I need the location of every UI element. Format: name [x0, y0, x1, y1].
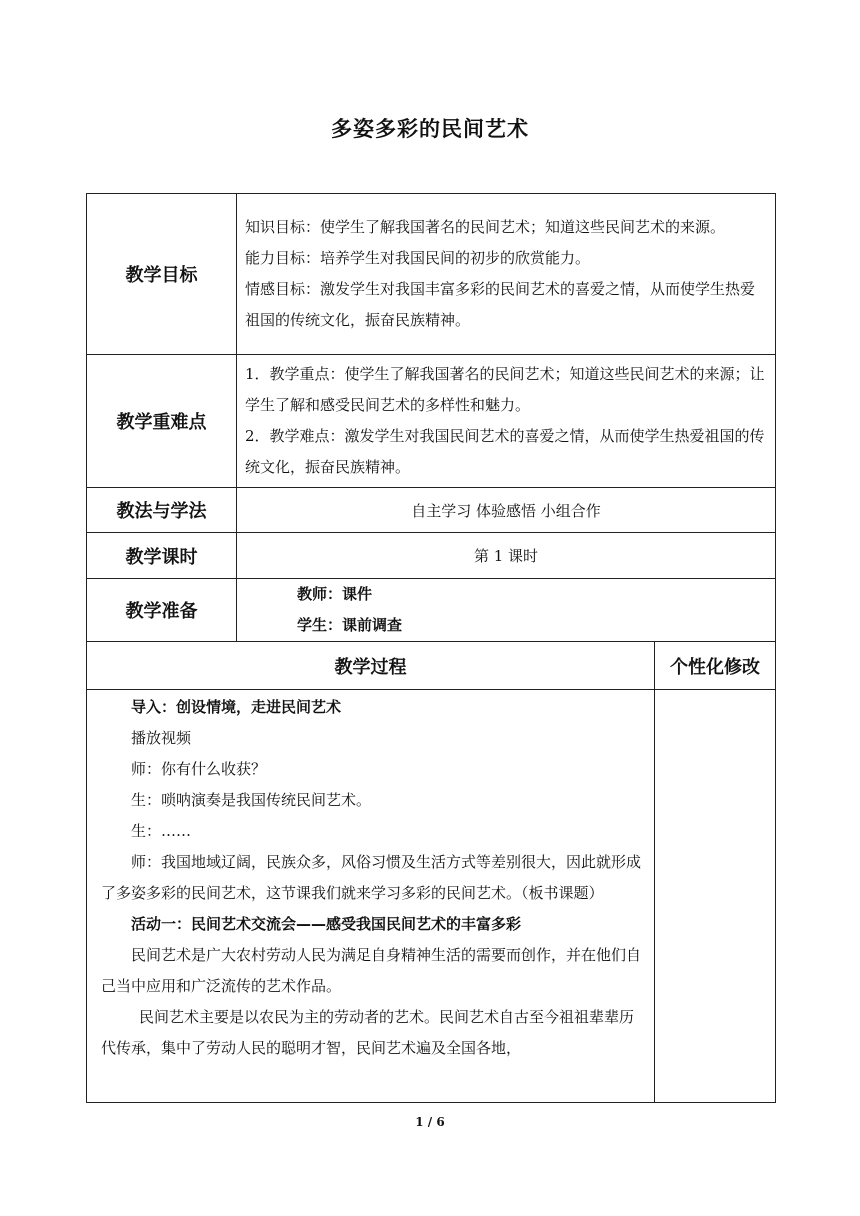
page-number: 1 / 6 [415, 1115, 445, 1129]
objectives-label: 教学目标 [87, 194, 237, 355]
process-header: 教学过程 [87, 642, 655, 690]
key-points-content [237, 355, 776, 488]
process-body-row [87, 690, 776, 1103]
objectives-row [87, 194, 776, 355]
preparation-content [237, 579, 776, 642]
process-line: 师：你有什么收获？ [131, 760, 267, 778]
process-line: 活动一：民间艺术交流会——感受我国民间艺术的丰富多彩 [131, 915, 522, 933]
key-points-line: 1．教学重点：使学生了解我国著名的民间艺术；知道这些民间艺术的来源；让学生了解和感受民间艺术的多样性和魅力。 [245, 365, 765, 414]
personalized-edit-header: 个性化修改 [655, 642, 776, 690]
objectives-line: 知识目标：使学生了解我国著名的民间艺术；知道这些民间艺术的来源。 [245, 218, 726, 236]
key-points-row [87, 355, 776, 488]
personalized-edit-cell [655, 690, 776, 1103]
preparation-label: 教学准备 [87, 579, 237, 642]
objectives-line: 情感目标：激发学生对我国丰富多彩的民间艺术的喜爱之情，从而使学生热爱祖国的传统文化，振奋民族精神。 [245, 280, 756, 329]
document-title: 多姿多彩的民间艺术 [331, 117, 529, 141]
methods-label: 教法与学法 [87, 488, 237, 533]
preparation-row [87, 579, 776, 642]
periods-value: 第 1 课时 [237, 533, 776, 579]
process-line: 生：…… [131, 822, 192, 840]
lesson-plan-table [86, 193, 776, 1103]
process-line: 生：唢呐演奏是我国传统民间艺术。 [131, 791, 372, 809]
process-line: 播放视频 [131, 729, 192, 747]
periods-label: 教学课时 [87, 533, 237, 579]
key-points-line: 2．教学难点：激发学生对我国民间艺术的喜爱之情，从而使学生热爱祖国的传统文化，振奋民族精神。 [245, 427, 765, 476]
key-points-label: 教学重难点 [87, 355, 237, 488]
preparation-student: 学生：课前调查 [297, 616, 403, 634]
methods-row [87, 488, 776, 533]
process-header-row [87, 642, 776, 690]
process-content [87, 690, 655, 1103]
process-line: 导入：创设情境，走进民间艺术 [131, 698, 342, 716]
process-line: 师：我国地域辽阔，民族众多，风俗习惯及生活方式等差别很大，因此就形成了多姿多彩的民间艺术，这节课我们就来学习多彩的民间艺术。（板书课题） [101, 853, 642, 902]
periods-row [87, 533, 776, 579]
preparation-teacher: 教师：课件 [297, 585, 373, 603]
process-line: 民间艺术是广大农村劳动人民为满足自身精神生活的需要而创作，并在他们自己当中应用和广泛流传的艺术作品。 [101, 946, 642, 995]
objectives-content [237, 194, 776, 355]
methods-value: 自主学习 体验感悟 小组合作 [237, 488, 776, 533]
objectives-line: 能力目标：培养学生对我国民间的初步的欣赏能力。 [245, 249, 591, 267]
process-line: 民间艺术主要是以农民为主的劳动者的艺术。民间艺术自古至今祖祖辈辈历代传承，集中了劳动人民的聪明才智，民间艺术遍及全国各地， [101, 1008, 635, 1057]
